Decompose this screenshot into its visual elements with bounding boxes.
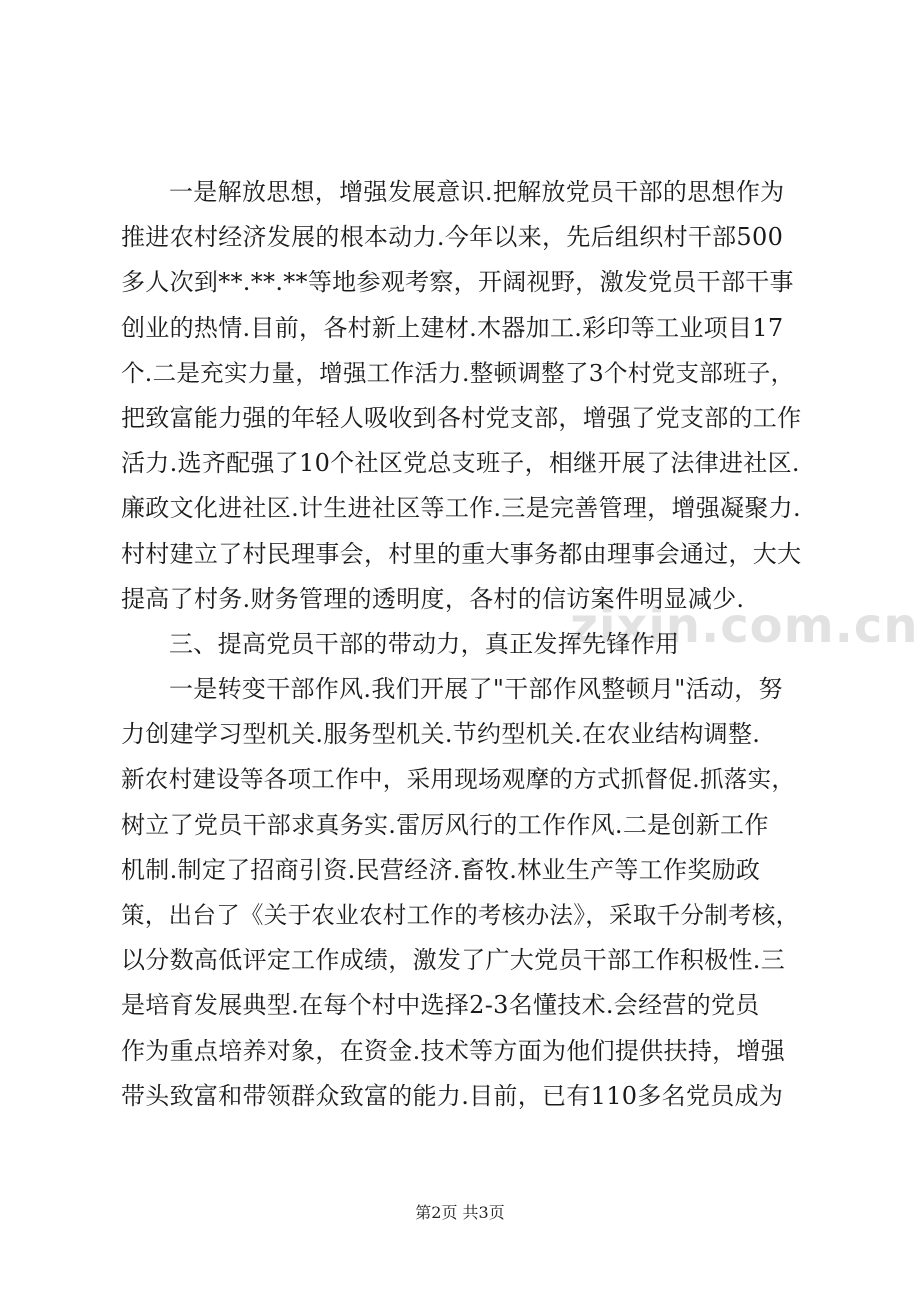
- text-line: 提高了村务.财务管理的透明度，各村的信访案件明显减少.: [121, 584, 745, 613]
- text-line: 力创建学习型机关.服务型机关.节约型机关.在农业结构调整.: [121, 720, 761, 749]
- text-line: 新农村建设等各项工作中，采用现场观摩的方式抓督促.抓落实，: [121, 765, 796, 794]
- text-line: 推进农村经济发展的根本动力.今年以来，先后组织村干部500: [121, 223, 784, 252]
- text-line: 带头致富和带领群众致富的能力.目前，已有110多名党员成为: [121, 1081, 784, 1110]
- text-line: 是培育发展典型.在每个村中选择2-3名懂技术.会经营的党员: [121, 991, 760, 1020]
- text-line: 把致富能力强的年轻人吸收到各村党支部，增强了党支部的工作: [121, 403, 802, 432]
- text-line: 创业的热情.目前，各村新上建材.木器加工.彩印等工业项目17: [121, 313, 784, 342]
- page-footer: 第2页 共3页: [415, 1203, 505, 1222]
- text-line: 个.二是充实力量，增强工作活力.整顿调整了3个村党支部班子，: [121, 358, 795, 387]
- text-line: 村村建立了村民理事会，村里的重大事务都由理事会通过，大大: [121, 539, 802, 568]
- text-line: 以分数高低评定工作成绩，激发了广大党员干部工作积极性.三: [121, 946, 786, 975]
- text-line: 活力.选齐配强了10个社区党总支班子，相继开展了法律进社区.: [121, 449, 800, 478]
- text-line: 一是解放思想，增强发展意识.把解放党员干部的思想作为: [169, 178, 785, 206]
- watermark: zixin.com.cn: [570, 598, 919, 654]
- text-line: 机制.制定了招商引资.民营经济.畜牧.林业生产等工作奖励政: [121, 855, 761, 884]
- text-line: 树立了党员干部求真务实.雷厉风行的工作作风.二是创新工作: [121, 810, 769, 839]
- text-line: 策，出台了《关于农业农村工作的考核办法》，采取千分制考核，: [121, 901, 800, 929]
- section-heading: 三、提高党员干部的带动力，真正发挥先锋作用: [169, 629, 680, 658]
- document-body: [121, 170, 805, 1119]
- text-line: 一是转变干部作风.我们开展了"干部作风整顿月"活动，努: [169, 675, 783, 704]
- text-line: 多人次到**.**.**等地参观考察，开阔视野，激发党员干部干事: [121, 268, 794, 297]
- text-line: 廉政文化进社区.计生进社区等工作.三是完善管理，增强凝聚力.: [121, 494, 801, 523]
- text-line: 作为重点培养对象，在资金.技术等方面为他们提供扶持，增强: [121, 1036, 786, 1065]
